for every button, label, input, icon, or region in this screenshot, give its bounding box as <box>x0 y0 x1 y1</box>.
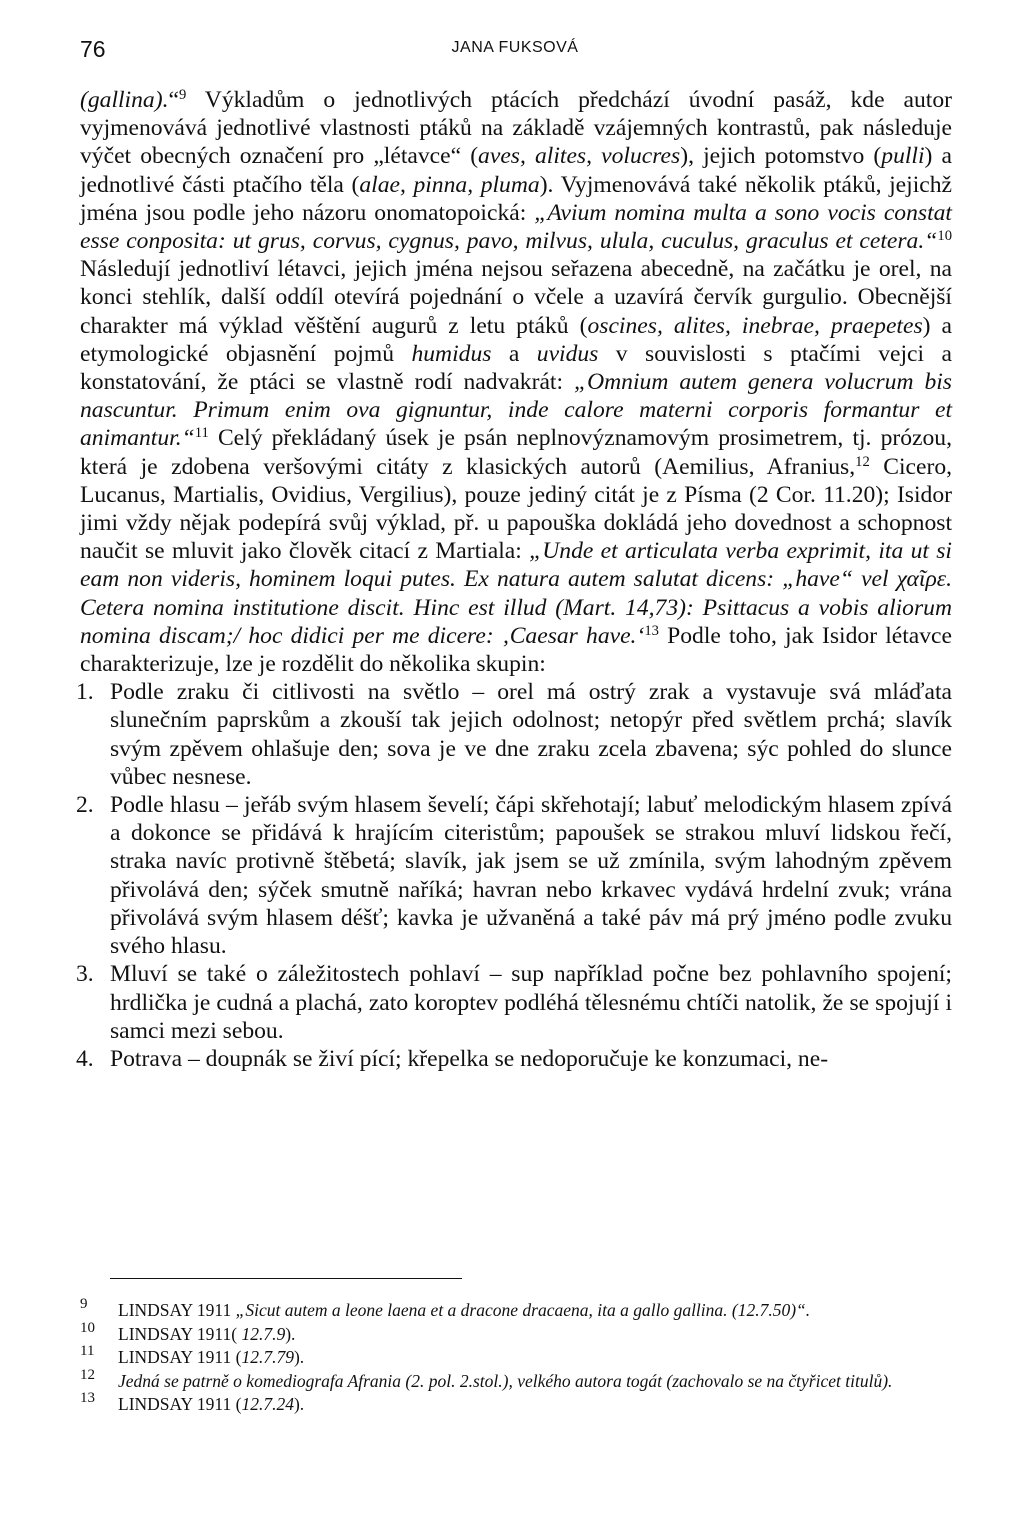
list-item-number: 2. <box>76 792 94 819</box>
text-run: ) a etymologické objasnění pojmů <box>80 312 952 367</box>
list-item-number: 3. <box>76 961 94 988</box>
list-item <box>76 1045 952 1073</box>
italic-text-run: Jedná se patrně o komediografa Afrania (2. pol. 2.stol.), velkého autora togát (zachovalo se na čtyřicet titulů). <box>118 1370 893 1391</box>
italic-text-run: 12.7.9 <box>241 1323 286 1344</box>
list-item-number: 1. <box>76 679 94 706</box>
text-run: ). Vyjmenovává také několik ptáků, jejichž jména jsou podle jeho názoru onomatopoická: <box>80 171 952 226</box>
footnote-text <box>118 1371 952 1393</box>
text-run: ) a jednotlivé části ptačího těla ( <box>80 143 953 198</box>
text-run: ), jejich potomstvo ( <box>680 143 882 170</box>
text-run: a <box>491 340 537 367</box>
list-item <box>76 678 952 791</box>
footnote-text <box>118 1347 952 1369</box>
italic-text-run: „Sicut autem a leone laena et a dracone dracaena, ita a gallo gallina. (12.7.50)“. <box>235 1300 811 1320</box>
italic-text-run: 12.7.79 <box>241 1347 294 1367</box>
text-run: LINDSAY 1911 <box>118 1300 236 1320</box>
text-run: ). <box>285 1323 296 1344</box>
text-run: Cicero, Lucanus, Martialis, Ovidius, Vergilius), pouze jediný citát je z Písma (2 Cor. 11.20); Isidor jimi vždy nějak podepírá svůj výklad, př. u papouška dokládá jeho dovednost a schopnost naučit se mluvit jako člověk citací z Martiala: <box>80 453 953 565</box>
text-run: Podle toho, jak Isidor létavce charakterizuje, lze je rozdělit do několika skupin: <box>80 622 952 678</box>
italic-text-run: „Unde et articulata verba exprimit, ita ut si eam non videris, hominem loqui putes. Ex natura autem salutat dicens: „have“ vel χαῖρε. Cetera nomina institutione discit. Hinc est illud (Mart. 14,73): Psittacus a vobis aliorum nomina discam;/ hoc didici per me dicere: ‚Caesar have.‘ <box>80 538 952 649</box>
italic-text-run: aves, alites, volucres <box>478 143 681 170</box>
italic-text-run: pulli <box>881 143 925 170</box>
footnote-number: 9 <box>80 1296 88 1312</box>
page-number: 76 <box>80 36 106 62</box>
footnote <box>80 1343 952 1369</box>
footnote-number: 13 <box>80 1390 95 1406</box>
italic-text-run: oscines, alites, inebrae, praepetes <box>587 312 923 339</box>
text-run: LINDSAY 1911( <box>118 1323 242 1344</box>
list-item-text: Potrava – doupnák se živí pící; křepelka se nedoporučuje ke konzumaci, ne- <box>110 1045 829 1072</box>
italic-text-run: „Avium nomina multa a sono vocis constat esse conposita: ut grus, corvus, cygnus, pavo, milvus, ulula, cuculus, graculus et cetera.“ <box>80 199 952 255</box>
footnote-number: 12 <box>80 1366 95 1383</box>
italic-text-run: (gallina). <box>80 87 169 113</box>
text-run: ). <box>293 1394 305 1414</box>
footnote-reference: 9 <box>178 86 187 103</box>
italic-text-run: 12.7.24 <box>241 1394 294 1414</box>
italic-text-run: „Omnium autem genera volucrum bis nascuntur. Primum enim ova gignuntur, inde calore materni corporis formantur et animantur.“ <box>80 369 952 452</box>
list-item-text: Mluví se také o záležitostech pohlaví – sup například počne bez pohlavního spojení; hrdlička je cudná a plachá, zato koroptev podléhá tělesnému chtíči natolik, že se spojují i samci mezi sebou. <box>110 961 952 1044</box>
footnote <box>80 1390 952 1416</box>
list-item-number: 4. <box>76 1045 94 1072</box>
footnote-reference: 10 <box>937 227 952 244</box>
running-head: JANA FUKSOVÁ <box>451 39 579 56</box>
footnote-reference: 11 <box>194 425 209 442</box>
main-paragraph <box>80 86 952 678</box>
list-item <box>76 791 952 960</box>
page-header <box>80 36 950 62</box>
list-item-text: Podle hlasu – jeřáb svým hlasem ševelí; čápi skřehotají; labuť melodickým hlasem zpívá a dokonce se přidává k hrajícím citeristům; papoušek se strakou mluví lidskou řečí, straka navíc protivně štěbetá; slavík, jak jsem se už zmínila, svým lahodným zpěvem přivolává den; sýček smutně naříká; havran nebo krkavec vydává hrdelní zvuk; vrána přivolává svým hlasem déšť; kavka je užvaněná a také páv má prý jméno podle zvuku svého hlasu. <box>110 792 952 960</box>
text-run: LINDSAY 1911 ( <box>118 1347 242 1367</box>
italic-text-run: uvidus <box>536 340 599 367</box>
footnote-text <box>118 1324 952 1346</box>
footnotes <box>80 1296 952 1418</box>
text-run: LINDSAY 1911 ( <box>118 1394 242 1414</box>
italic-text-run: humidus <box>411 340 492 367</box>
footnote-number: 10 <box>80 1319 95 1336</box>
text-run: Celý překládaný úsek je psán neplnovýznamovým prosimetrem, tj. prózou, která je zdobena veršovými citáty z klasických autorů (Aemilius, Afranius, <box>80 425 952 480</box>
footnote <box>80 1296 952 1322</box>
text-run: Výkladům o jednotlivých ptácích předchází úvodní pasáž, kde autor vyjmenovává jednotlivé vlastnosti ptáků na základě vzájemných kontrastů, pak následuje výčet obecných označení pro „létavce“ ( <box>80 87 952 170</box>
footnote-text <box>118 1300 952 1322</box>
list-item-text: Podle zraku či citlivosti na světlo – orel má ostrý zrak a vystavuje svá mláďata slunečním paprskům a zkouší tak jejich odolnost; netopýr před světlem prchá; slavík svým zpěvem ohlašuje den; sova je ve dne zraku zcela zbavena; sýc pohled do slunce vůbec nesnese. <box>110 679 952 790</box>
body-text <box>76 86 953 1073</box>
footnote-separator <box>110 1278 462 1279</box>
list-item <box>76 960 952 1045</box>
footnote-number: 11 <box>80 1343 95 1359</box>
text-run: Následují jednotliví létavci, jejich jména nejsou seřazena abecedně, na začátku je orel, na konci stehlík, další oddíl otevírá pojednání o včele a uzavírá červík gurgulio. Obecnější charakter má výklad věštění augurů z letu ptáků ( <box>80 256 952 339</box>
italic-text-run: alae, pinna, pluma <box>359 171 540 198</box>
text-run: ). <box>293 1347 305 1367</box>
numbered-list <box>76 678 952 1073</box>
text-run: v souvislosti s ptačími vejci a konstatování, že ptáci se vlastně rodí nadvakrát: <box>80 340 952 396</box>
footnote-reference: 13 <box>644 622 659 639</box>
footnote-text <box>118 1394 952 1416</box>
footnote <box>80 1366 952 1393</box>
footnote-reference: 12 <box>855 453 870 470</box>
footnote <box>80 1319 952 1346</box>
text-run: “ <box>168 87 179 113</box>
